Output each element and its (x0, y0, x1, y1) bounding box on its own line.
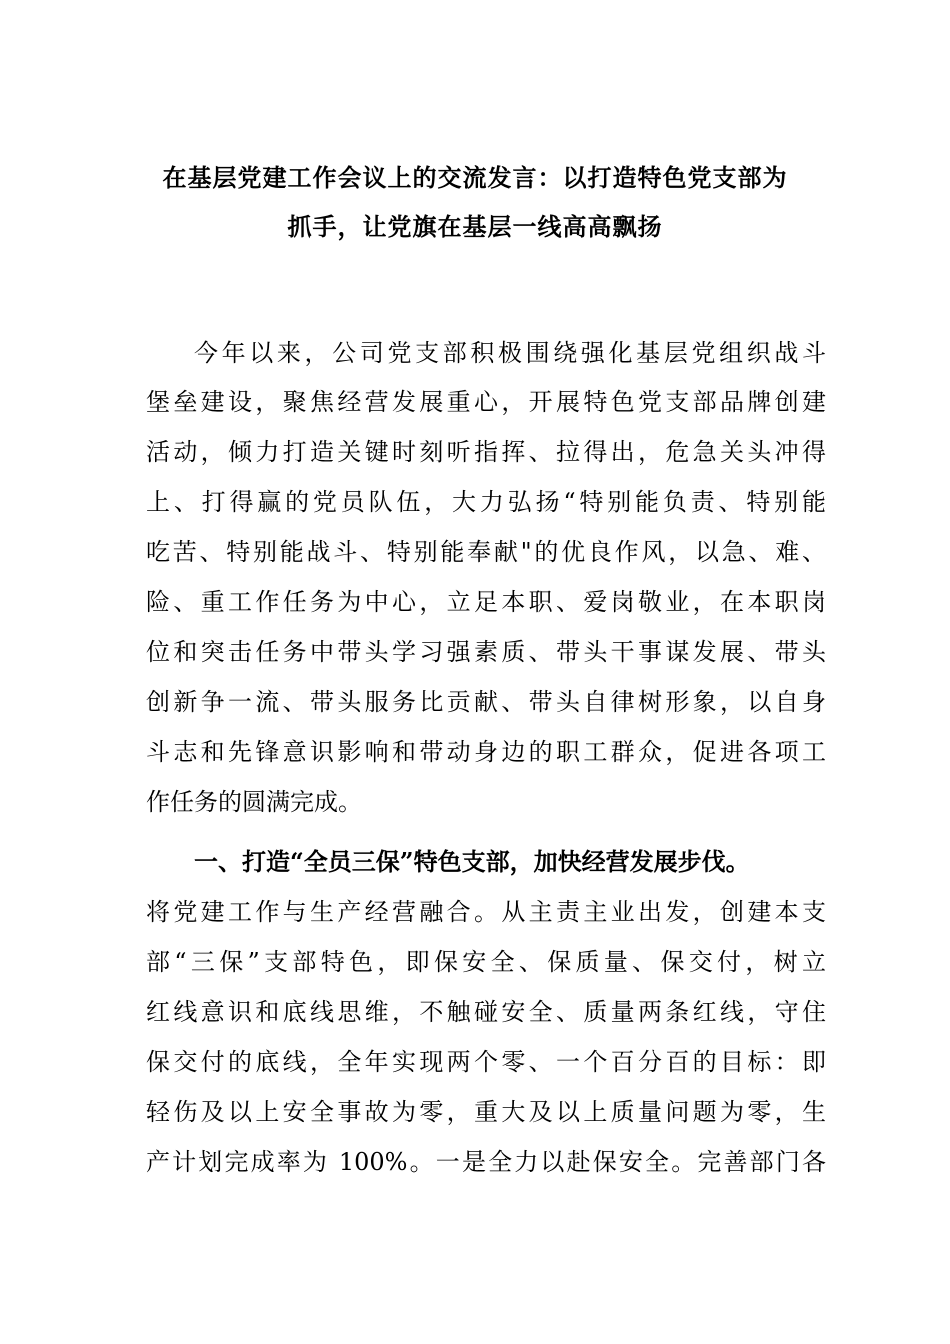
section-1-line: 保交付的底线，全年实现两个零、一个百分百的目标：即 (146, 1048, 826, 1076)
paragraph-1-line: 作任务的圆满完成。 (146, 788, 362, 816)
section-1-line: 产计划完成率为 100%。一是全力以赴保安全。完善部门各 (146, 1148, 826, 1176)
section-1-line: 将党建工作与生产经营融合。从主责主业出发，创建本支 (146, 898, 826, 926)
paragraph-1-line: 险、重工作任务为中心，立足本职、爱岗敬业，在本职岗 (146, 588, 826, 616)
section-1-line: 轻伤及以上安全事故为零，重大及以上质量问题为零，生 (146, 1098, 826, 1126)
paragraph-1-line: 堡垒建设，聚焦经营发展重心，开展特色党支部品牌创建 (146, 388, 826, 416)
paragraph-1-line: 上、打得赢的党员队伍，大力弘扬“特别能负责、特别能 (146, 488, 826, 516)
paragraph-1-line: 位和突击任务中带头学习强素质、带头干事谋发展、带头 (146, 638, 826, 666)
paragraph-1-line: 今年以来，公司党支部积极围绕强化基层党组织战斗 (194, 339, 826, 367)
paragraph-1-line: 吃苦、特别能战斗、特别能奉献"的优良作风，以急、难、 (146, 538, 826, 566)
paragraph-1-line: 斗志和先锋意识影响和带动身边的职工群众，促进各项工 (146, 738, 826, 766)
paragraph-1-line: 活动，倾力打造关键时刻听指挥、拉得出，危急关头冲得 (146, 438, 826, 466)
section-1-line: 部“三保”支部特色，即保安全、保质量、保交付，树立 (146, 948, 826, 976)
section-1-line: 红线意识和底线思维，不触碰安全、质量两条红线，守住 (146, 998, 826, 1026)
document-title-line-1: 在基层党建工作会议上的交流发言：以打造特色党支部为 (162, 163, 788, 192)
section-1-heading: 一、打造“全员三保”特色支部，加快经营发展步伐。 (194, 847, 750, 876)
document-title-line-2: 抓手，让党旗在基层一线高高飘扬 (287, 212, 663, 241)
paragraph-1-line: 创新争一流、带头服务比贡献、带头自律树形象，以自身 (146, 688, 826, 716)
